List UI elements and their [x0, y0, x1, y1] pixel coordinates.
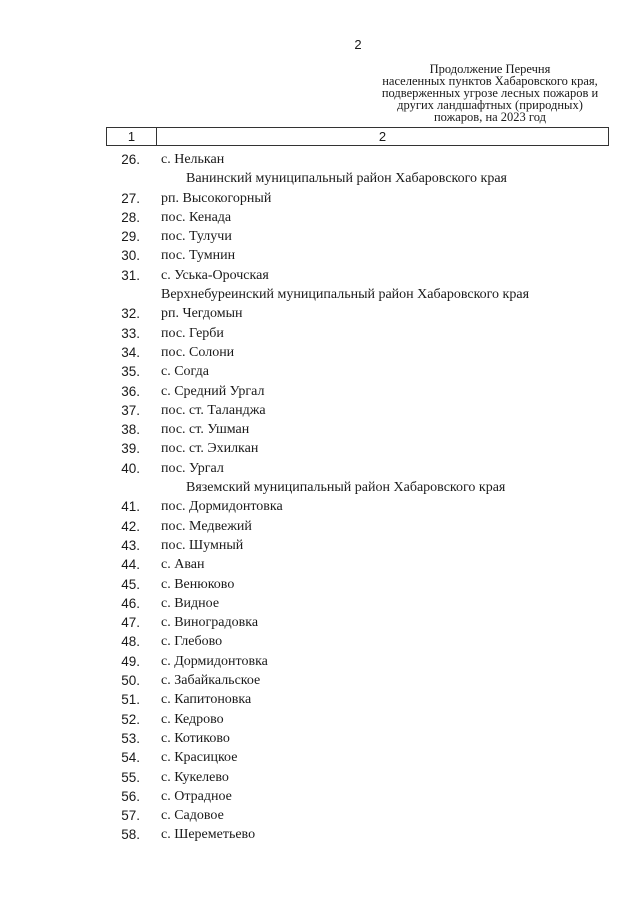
item-number: 30.	[121, 248, 140, 264]
settlement-name: пос. Солони	[161, 344, 235, 360]
list-item	[0, 652, 640, 671]
settlement-name: с. Аван	[161, 557, 205, 573]
district-heading-row	[0, 285, 640, 304]
list-item	[0, 246, 640, 265]
list-item	[0, 439, 640, 458]
list-item	[0, 729, 640, 748]
list-item	[0, 613, 640, 632]
settlement-name: с. Красицкое	[161, 750, 238, 766]
list-item	[0, 632, 640, 651]
item-number: 51.	[121, 692, 140, 708]
item-number: 55.	[121, 769, 140, 785]
page-number: 2	[354, 37, 362, 52]
list-item	[0, 748, 640, 767]
item-number: 34.	[121, 344, 140, 360]
settlement-name: пос. Медвежий	[161, 518, 252, 534]
settlement-name: с. Дормидонтовка	[161, 653, 268, 669]
list-item	[0, 324, 640, 343]
settlement-name: рп. Чегдомын	[161, 306, 243, 322]
settlement-name: пос. Ургал	[161, 460, 224, 476]
item-number: 37.	[121, 402, 140, 418]
settlement-list	[0, 150, 640, 845]
item-number: 36.	[121, 383, 140, 399]
header-line: населенных пунктов Хабаровского края,	[382, 74, 598, 88]
settlement-name: пос. Дормидонтовка	[161, 499, 283, 515]
document-header	[365, 63, 615, 123]
settlement-name: с. Котиково	[161, 730, 230, 746]
list-item	[0, 825, 640, 844]
settlement-name: пос. ст. Эхилкан	[161, 441, 259, 457]
list-item	[0, 420, 640, 439]
list-item	[0, 362, 640, 381]
list-item	[0, 806, 640, 825]
settlement-name: с. Глебово	[161, 634, 223, 650]
district-heading-row	[0, 478, 640, 497]
header-line: других ландшафтных (природных)	[397, 98, 583, 112]
list-item	[0, 227, 640, 246]
settlement-name: с. Нелькан	[161, 152, 225, 167]
list-item	[0, 189, 640, 208]
table-header	[106, 127, 609, 146]
settlement-name: с. Шереметьево	[161, 827, 256, 843]
list-item	[0, 690, 640, 709]
settlement-name: пос. Герби	[161, 325, 224, 341]
item-number: 54.	[121, 750, 140, 766]
item-number: 44.	[121, 557, 140, 573]
item-number: 46.	[121, 595, 140, 611]
settlement-name: с. Виноградовка	[161, 615, 259, 631]
settlement-name: с. Капитоновка	[161, 692, 252, 708]
item-number: 45.	[121, 576, 140, 592]
item-number: 47.	[121, 615, 140, 631]
list-item	[0, 150, 640, 169]
list-item	[0, 594, 640, 613]
list-item	[0, 382, 640, 401]
list-item	[0, 555, 640, 574]
district-heading: Ванинский муниципальный район Хабаровского края	[186, 171, 507, 187]
item-number: 57.	[121, 808, 140, 824]
settlement-name: с. Забайкальское	[161, 673, 261, 689]
settlement-name: с. Садовое	[161, 808, 224, 824]
list-item	[0, 517, 640, 536]
settlement-name: пос. Тумнин	[161, 248, 236, 264]
settlement-name: пос. Кенада	[161, 209, 232, 225]
settlement-name: с. Кукелево	[161, 769, 229, 785]
item-number: 32.	[121, 306, 140, 322]
settlement-name: с. Кедрово	[161, 711, 224, 727]
list-item	[0, 671, 640, 690]
settlement-name: с. Венюково	[161, 576, 235, 592]
settlement-name: пос. Тулучи	[161, 229, 232, 245]
district-heading: Вяземский муниципальный район Хабаровского края	[186, 480, 506, 496]
settlement-name: с. Отрадное	[161, 788, 232, 804]
item-number: 29.	[121, 229, 140, 245]
settlement-name: пос. ст. Таланджа	[161, 402, 266, 418]
item-number: 50.	[121, 673, 140, 689]
settlement-name: с. Согда	[161, 364, 209, 380]
header-line: подверженных угрозе лесных пожаров и	[381, 86, 599, 100]
settlement-name: с. Средний Ургал	[161, 383, 265, 399]
column-header-number: 1	[107, 128, 157, 145]
item-number: 27.	[121, 190, 140, 206]
item-number: 40.	[121, 460, 140, 476]
list-item	[0, 497, 640, 516]
list-item	[0, 266, 640, 285]
item-number: 38.	[121, 422, 140, 438]
item-number: 43.	[121, 537, 140, 553]
list-item	[0, 768, 640, 787]
item-number: 48.	[121, 634, 140, 650]
item-number: 52.	[121, 711, 140, 727]
settlement-name: пос. Шумный	[161, 537, 244, 553]
item-number: 49.	[121, 653, 140, 669]
list-item	[0, 710, 640, 729]
item-number: 33.	[121, 325, 140, 341]
item-number: 56.	[121, 788, 140, 804]
list-item	[0, 401, 640, 420]
list-item	[0, 208, 640, 227]
list-item	[0, 536, 640, 555]
item-number: 41.	[121, 499, 140, 515]
header-line: пожаров, на 2023 год	[433, 110, 547, 124]
list-item	[0, 575, 640, 594]
column-header-name: 2	[378, 129, 387, 144]
item-number: 42.	[121, 518, 140, 534]
item-number: 31.	[121, 267, 140, 283]
item-number: 28.	[121, 209, 140, 225]
list-item	[0, 459, 640, 478]
item-number: 53.	[121, 730, 140, 746]
list-item	[0, 304, 640, 323]
district-heading: Верхнебуреинский муниципальный район Хабаровского края	[161, 287, 530, 303]
settlement-name: рп. Высокогорный	[161, 190, 272, 206]
header-line: Продолжение Перечня	[429, 62, 551, 76]
settlement-name: с. Видное	[161, 595, 220, 611]
item-number: 39.	[121, 441, 140, 457]
item-number: 35.	[121, 364, 140, 380]
district-heading-row	[0, 169, 640, 188]
item-number: 58.	[121, 827, 140, 843]
item-number: 26.	[121, 152, 140, 167]
settlement-name: пос. ст. Ушман	[161, 422, 250, 438]
list-item	[0, 343, 640, 362]
list-item	[0, 787, 640, 806]
settlement-name: с. Уська-Орочская	[161, 267, 269, 283]
